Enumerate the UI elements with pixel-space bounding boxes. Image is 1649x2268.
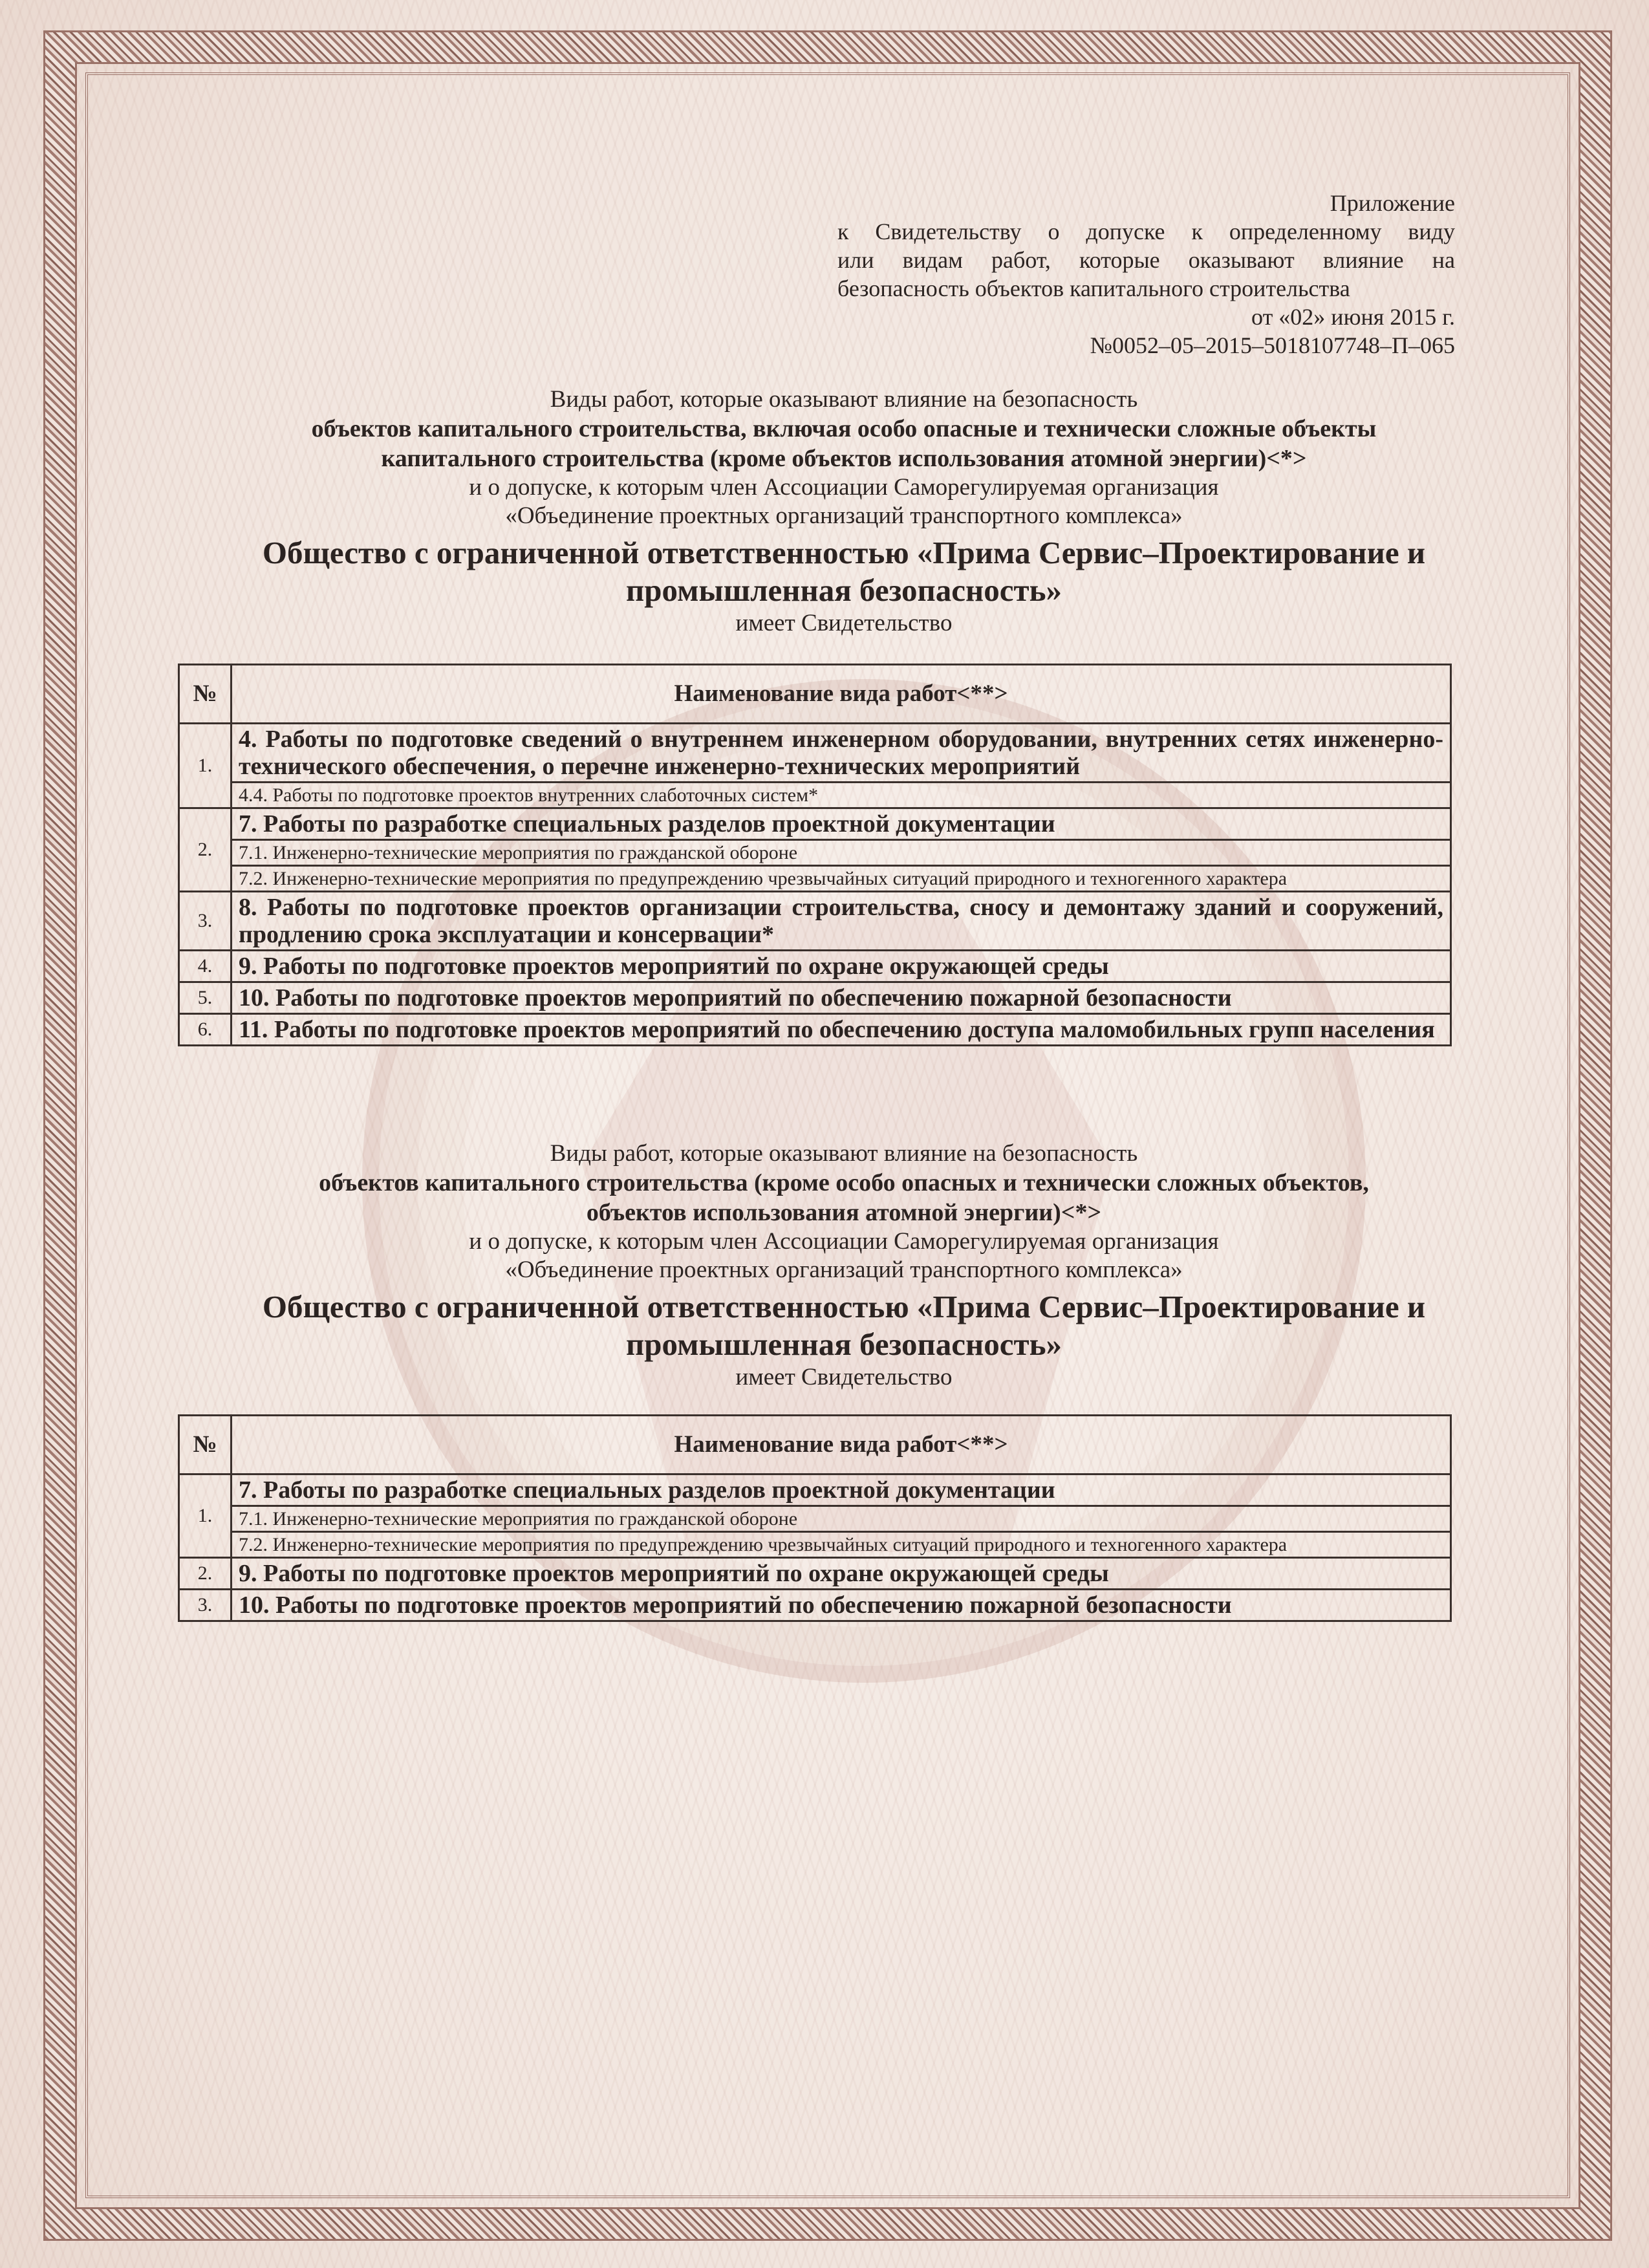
section-scope: капитального строительства (кроме объектов использования атомной энергии)<*> bbox=[381, 445, 1307, 472]
organization-name: Общество с ограниченной ответственностью «Прима Сервис–Проектирование и bbox=[262, 1289, 1426, 1324]
has-certificate: имеет Свидетельство bbox=[735, 610, 953, 636]
row-number: 4. bbox=[179, 951, 232, 982]
section-scope: объектов капитального строительства (кроме особо опасных и технически сложных объектов, bbox=[319, 1169, 1369, 1196]
appendix-date: от «02» июня 2015 г. bbox=[1251, 304, 1455, 330]
table-row bbox=[179, 808, 1451, 840]
col-number: № bbox=[179, 1416, 232, 1474]
table-row bbox=[179, 1474, 1451, 1506]
sro-name: «Объединение проектных организаций транспортного комплекса» bbox=[505, 502, 1183, 529]
has-certificate: имеет Свидетельство bbox=[735, 1364, 953, 1390]
table-row bbox=[179, 724, 1451, 783]
row-number: 2. bbox=[179, 1558, 232, 1590]
work-type-main: 9. Работы по подготовке проектов мероприятий по охране окружающей среды bbox=[232, 1558, 1451, 1590]
table-row bbox=[179, 1590, 1451, 1621]
row-number: 6. bbox=[179, 1014, 232, 1046]
section2-heading bbox=[213, 1139, 1474, 1392]
appendix-title: Приложение bbox=[1330, 190, 1455, 216]
col-number: № bbox=[179, 665, 232, 724]
organization-name: Общество с ограниченной ответственностью «Прима Сервис–Проектирование и bbox=[262, 535, 1426, 570]
work-subtype: 7.1. Инженерно-технические мероприятия по гражданской обороне bbox=[232, 1506, 1451, 1532]
work-subtype: 7.2. Инженерно-технические мероприятия по предупреждению чрезвычайных ситуаций природного и техногенного характера bbox=[232, 1532, 1451, 1558]
table-row bbox=[179, 982, 1451, 1014]
work-subtype: 7.1. Инженерно-технические мероприятия по гражданской обороне bbox=[232, 840, 1451, 866]
section-scope: объектов капитального строительства, включая особо опасные и технически сложные объекты bbox=[311, 415, 1377, 442]
work-subtype: 4.4. Работы по подготовке проектов внутренних слаботочных систем* bbox=[232, 783, 1451, 808]
work-type-main: 4. Работы по подготовке сведений о внутреннем инженерном оборудовании, внутренних сетях инженерно-технического обеспечения, о перечне инженерно-технических мероприятий bbox=[232, 724, 1451, 783]
admission-text: и о допуске, к которым член Ассоциации Саморегулируемая организация bbox=[469, 1228, 1219, 1255]
work-type-main: 7. Работы по разработке специальных разделов проектной документации bbox=[232, 1474, 1451, 1506]
table-header-row bbox=[179, 665, 1451, 724]
table-subrow bbox=[179, 783, 1451, 808]
section-intro: Виды работ, которые оказывают влияние на безопасность bbox=[550, 1140, 1138, 1167]
section-intro: Виды работ, которые оказывают влияние на безопасность bbox=[550, 386, 1138, 413]
work-subtype: 7.2. Инженерно-технические мероприятия по предупреждению чрезвычайных ситуаций природного и техногенного характера bbox=[232, 866, 1451, 892]
row-number: 3. bbox=[179, 892, 232, 951]
table-subrow bbox=[179, 840, 1451, 866]
table-row bbox=[179, 1558, 1451, 1590]
table-subrow bbox=[179, 1532, 1451, 1558]
appendix-line: к Свидетельству о допуске к определенному виду bbox=[837, 219, 1455, 244]
row-number: 3. bbox=[179, 1590, 232, 1621]
table-subrow bbox=[179, 1506, 1451, 1532]
section1-heading bbox=[213, 385, 1474, 638]
work-type-main: 7. Работы по разработке специальных разделов проектной документации bbox=[232, 808, 1451, 840]
work-type-main: 9. Работы по подготовке проектов мероприятий по охране окружающей среды bbox=[232, 951, 1451, 982]
table-row bbox=[179, 892, 1451, 951]
col-work-name: Наименование вида работ<**> bbox=[232, 665, 1451, 724]
appendix-line: или видам работ, которые оказывают влияние на bbox=[837, 247, 1455, 273]
works-table-1 bbox=[178, 664, 1452, 1046]
appendix-header bbox=[837, 189, 1455, 360]
appendix-line: безопасность объектов капитального строительства bbox=[837, 275, 1350, 301]
table-row bbox=[179, 951, 1451, 982]
row-number: 1. bbox=[179, 724, 232, 808]
col-work-name: Наименование вида работ<**> bbox=[232, 1416, 1451, 1474]
certificate-number: №0052–05–2015–5018107748–П–065 bbox=[1090, 332, 1455, 358]
section-scope: объектов использования атомной энергии)<*> bbox=[586, 1199, 1102, 1226]
work-type-main: 8. Работы по подготовке проектов организации строительства, сносу и демонтажу зданий и сооружений, продлению срока эксплуатации и консервации* bbox=[232, 892, 1451, 951]
work-type-main: 11. Работы по подготовке проектов мероприятий по обеспечению доступа маломобильных групп населения bbox=[232, 1014, 1451, 1046]
table-row bbox=[179, 1014, 1451, 1046]
work-type-main: 10. Работы по подготовке проектов мероприятий по обеспечению пожарной безопасности bbox=[232, 982, 1451, 1014]
table-subrow bbox=[179, 866, 1451, 892]
row-number: 1. bbox=[179, 1474, 232, 1558]
row-number: 2. bbox=[179, 808, 232, 892]
sro-name: «Объединение проектных организаций транспортного комплекса» bbox=[505, 1257, 1183, 1283]
works-table-2 bbox=[178, 1414, 1452, 1622]
table-header-row bbox=[179, 1416, 1451, 1474]
organization-name: промышленная безопасность» bbox=[626, 1326, 1062, 1362]
organization-name: промышленная безопасность» bbox=[626, 572, 1062, 608]
admission-text: и о допуске, к которым член Ассоциации Саморегулируемая организация bbox=[469, 474, 1219, 501]
row-number: 5. bbox=[179, 982, 232, 1014]
work-type-main: 10. Работы по подготовке проектов мероприятий по обеспечению пожарной безопасности bbox=[232, 1590, 1451, 1621]
